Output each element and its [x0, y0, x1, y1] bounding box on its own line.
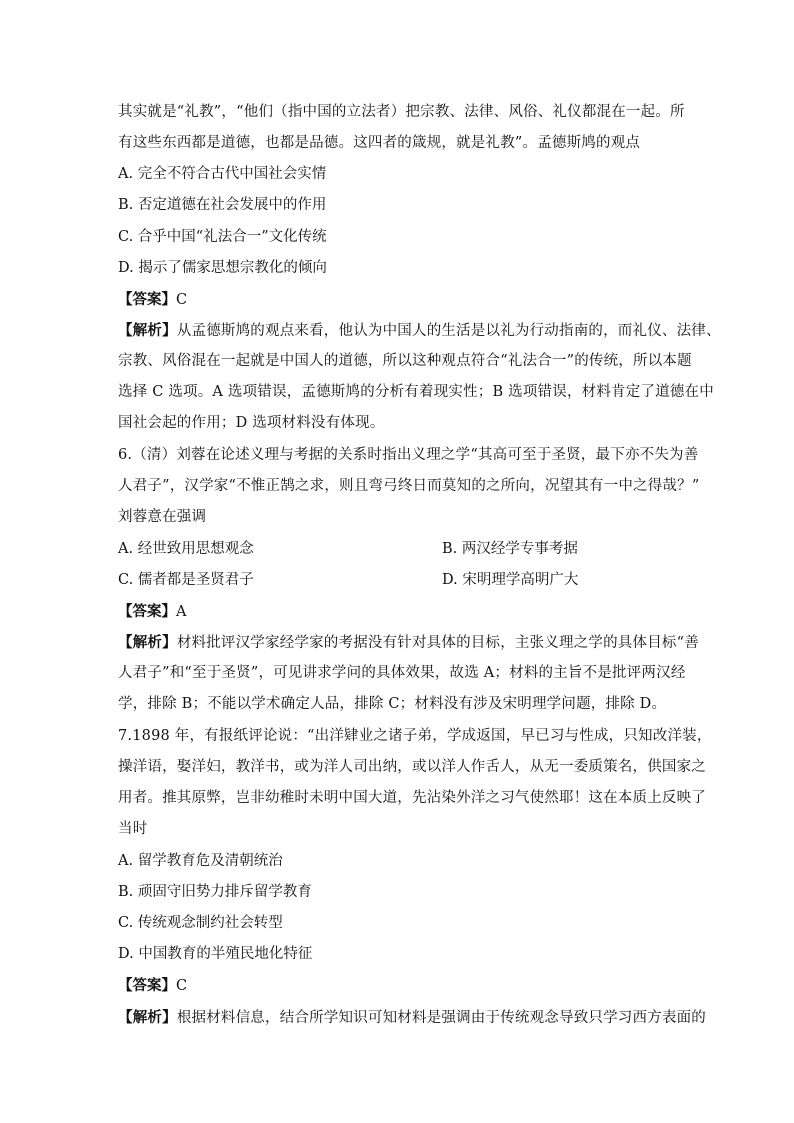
analysis-tag: 【解析】 — [118, 322, 177, 339]
q5-analysis-line-3: 选择 C 选项。A 选项错误，孟德斯鸠的分析有着现实性；B 选项错误，材料肯定了道德在中 — [118, 384, 714, 400]
analysis-text: 从孟德斯鸠的观点来看，他认为中国人的生活是以礼为行动指南的，而礼仪、法律、 — [176, 323, 721, 339]
q7-answer — [118, 970, 187, 1002]
q7-option-b: B. 顽固守旧势力排斥留学教育 — [118, 884, 312, 900]
answer-value: C — [176, 978, 188, 994]
answer-tag: 【答案】 — [118, 977, 176, 994]
q6-option-d: D. 宋明理学高明广大 — [442, 572, 579, 588]
q6-option-c: C. 儒者都是圣贤君子 — [118, 572, 254, 588]
q6-option-a: A. 经世致用思想观念 — [118, 541, 254, 557]
q5-answer — [118, 284, 187, 316]
q7-option-c: C. 传统观念制约社会转型 — [118, 915, 283, 931]
q6-stem-line-1: 6.（清）刘蓉在论述义理与考据的关系时指出义理之学“其高可至于圣贤，最下亦不失为善 — [118, 447, 699, 463]
analysis-tag: 【解析】 — [118, 634, 177, 651]
answer-tag: 【答案】 — [118, 603, 176, 620]
q7-option-d: D. 中国教育的半殖民地化特征 — [118, 946, 313, 962]
q5-analysis-line-1 — [118, 315, 721, 347]
q5-analysis-line-4: 国社会起的作用；D 选项材料没有体现。 — [118, 415, 385, 431]
q6-analysis-line-3: 学，排除 B；不能以学术确定人品，排除 C；材料没有涉及宋明理学问题，排除 D。 — [118, 696, 667, 712]
q7-stem-line-3: 用者。推其原弊，岂非幼稚时未明中国大道，先沾染外洋之习气使然耶！这在本质上反映了 — [118, 790, 706, 806]
q5-option-d: D. 揭示了儒家思想宗教化的倾向 — [118, 260, 327, 276]
q6-stem-line-3: 刘蓉意在强调 — [118, 509, 207, 525]
q6-option-b: B. 两汉经学专事考据 — [442, 541, 578, 557]
q7-stem-line-2: 操洋语，娶洋妇，教洋书，或为洋人司出纳，或以洋人作舌人，从无一委质策名，供国家之 — [118, 759, 706, 775]
q6-answer — [118, 596, 186, 628]
q5-option-a: A. 完全不符合古代中国社会实情 — [118, 166, 327, 182]
analysis-text: 材料批评汉学家经学家的考据没有针对具体的目标，主张义理之学的具体目标“善 — [176, 635, 699, 651]
q6-analysis-line-1 — [118, 627, 699, 659]
q7-option-a: A. 留学教育危及清朝统治 — [118, 853, 283, 869]
q5-stem-line-2: 有这些东西都是道德，也都是品德。这四者的箴规，就是礼教”。孟德斯鸠的观点 — [118, 135, 641, 151]
analysis-text: 根据材料信息，结合所学知识可知材料是强调由于传统观念导致只学习西方表面的 — [176, 1010, 707, 1026]
answer-value: C — [176, 292, 188, 308]
q7-stem-line-1: 7.1898 年，有报纸评论说：“出洋肄业之诸子弟，学成返国，早已习与性成，只知改洋装， — [118, 728, 712, 744]
q6-stem-line-2: 人君子”，汉学家“不惟正鹄之求，则且弯弓终日而莫知的之所向，况望其有一中之得哉？” — [118, 478, 700, 494]
analysis-tag: 【解析】 — [118, 1009, 177, 1026]
answer-tag: 【答案】 — [118, 291, 176, 308]
q6-analysis-line-2: 人君子”和“至于圣贤”，可见讲求学问的具体效果，故选 A；材料的主旨不是批评两汉经 — [118, 665, 686, 681]
q5-analysis-line-2: 宗教、风俗混在一起就是中国人的道德，所以这种观点符合“礼法合一”的传统，所以本题 — [118, 353, 692, 369]
q5-stem-line-1: 其实就是“礼教”，“他们（指中国的立法者）把宗教、法律、风俗、礼仪都混在一起。所 — [118, 104, 685, 120]
q7-stem-line-4: 当时 — [118, 821, 148, 837]
q5-option-c: C. 合乎中国“礼法合一”文化传统 — [118, 229, 327, 245]
q7-analysis-line-1 — [118, 1002, 706, 1034]
q5-option-b: B. 否定道德在社会发展中的作用 — [118, 197, 327, 213]
answer-value: A — [176, 604, 187, 620]
